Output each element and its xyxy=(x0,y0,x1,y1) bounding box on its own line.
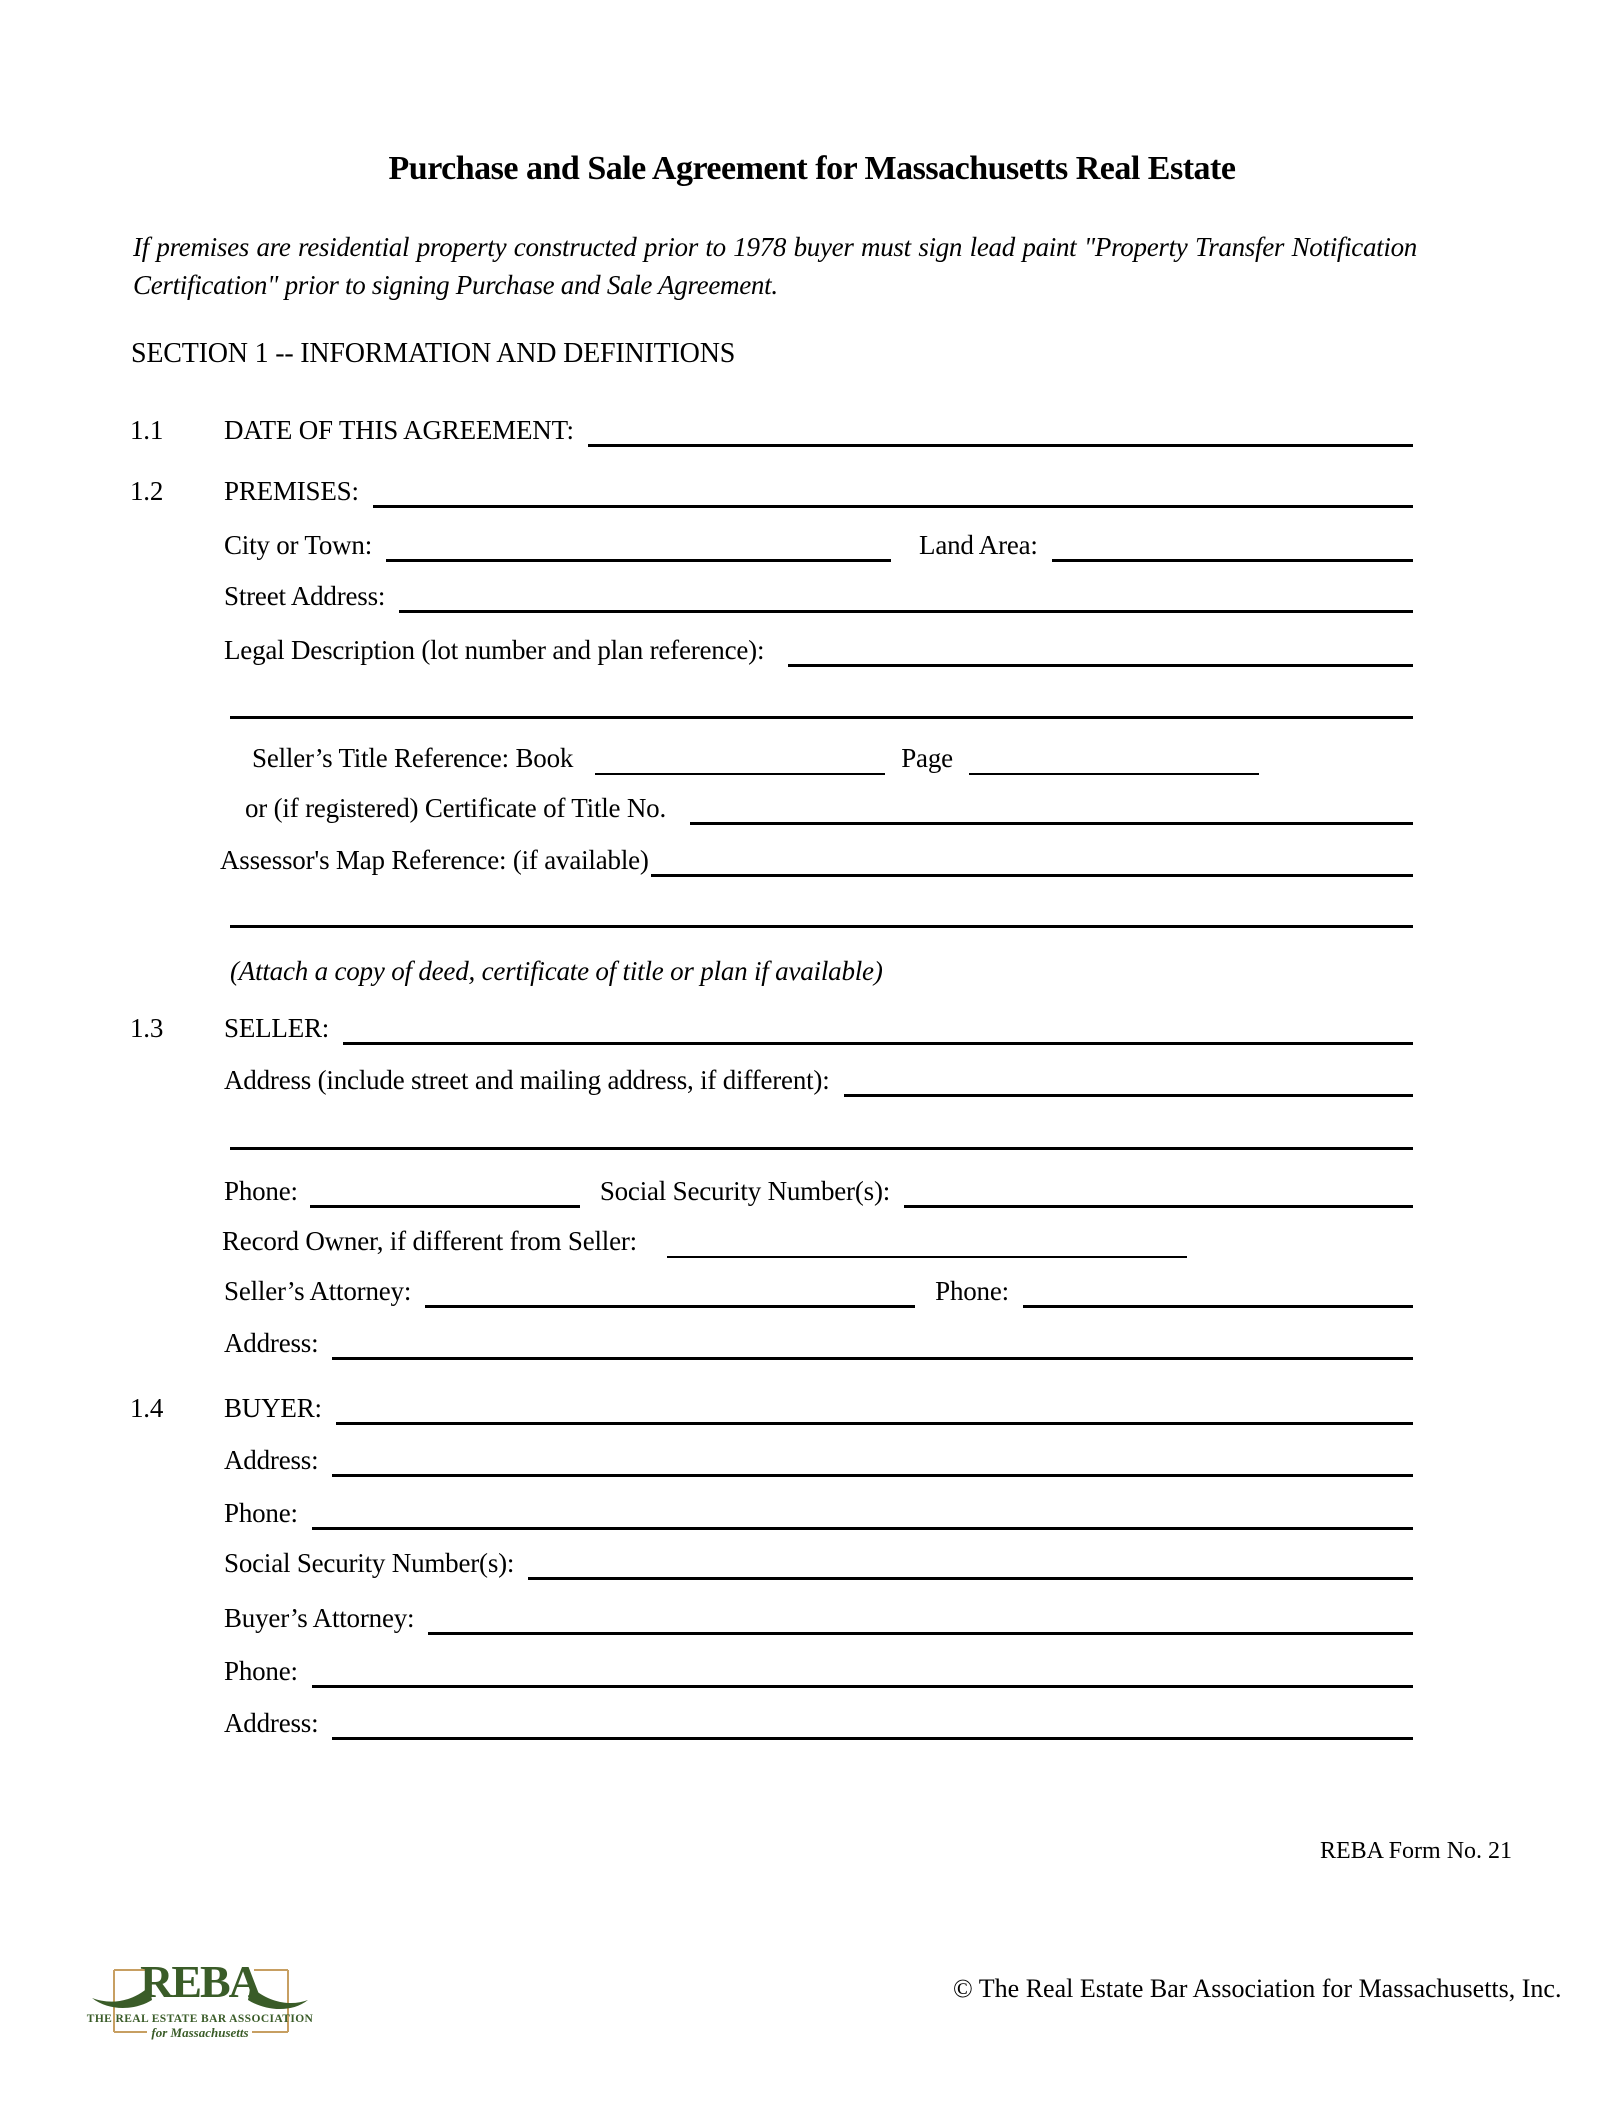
seller-attorney-address-label: Address: xyxy=(224,1328,319,1358)
assessor-input-line-2[interactable] xyxy=(230,925,1413,928)
buyer-input-line[interactable] xyxy=(336,1422,1413,1425)
page-input-line[interactable] xyxy=(969,773,1259,775)
buyer-phone-input-line[interactable] xyxy=(312,1527,1413,1530)
row-buyer-address xyxy=(224,1441,1413,1477)
book-input-line[interactable] xyxy=(595,773,885,775)
city-input-line[interactable] xyxy=(386,559,891,562)
row-buyer-attorney-address xyxy=(224,1704,1413,1740)
legal-description-input-line-2[interactable] xyxy=(230,716,1413,719)
item-number-1-2: 1.2 xyxy=(130,476,164,506)
row-seller-phone-ssn xyxy=(224,1172,1413,1208)
row-assessor xyxy=(220,841,1413,877)
street-address-input-line[interactable] xyxy=(399,610,1413,613)
form-number: REBA Form No. 21 xyxy=(1320,1838,1513,1864)
seller-attorney-address-input-line[interactable] xyxy=(332,1357,1413,1360)
row-seller-attorney-address xyxy=(224,1324,1413,1360)
premises-label: PREMISES: xyxy=(224,476,359,506)
land-area-label: Land Area: xyxy=(919,530,1038,560)
date-input-line[interactable] xyxy=(588,444,1413,447)
item-number-1-4: 1.4 xyxy=(130,1393,164,1423)
premises-input-line[interactable] xyxy=(373,505,1413,508)
row-record-owner xyxy=(222,1222,1413,1258)
seller-attorney-phone-label: Phone: xyxy=(935,1276,1009,1306)
certificate-label: or (if registered) Certificate of Title No. xyxy=(245,793,667,823)
logo-org-line: THE REAL ESTATE BAR ASSOCIATION xyxy=(86,2013,314,2025)
row-buyer-ssn xyxy=(224,1544,1413,1580)
assessor-input-line[interactable] xyxy=(651,874,1413,877)
seller-phone-label: Phone: xyxy=(224,1176,298,1206)
buyer-attorney-phone-input-line[interactable] xyxy=(312,1685,1413,1688)
page-title: Purchase and Sale Agreement for Massachusetts Real Estate xyxy=(388,150,1236,187)
record-owner-input-line[interactable] xyxy=(667,1256,1187,1258)
assessor-label: Assessor's Map Reference: (if available) xyxy=(220,845,649,875)
page-label: Page xyxy=(901,743,953,773)
row-seller-address xyxy=(224,1061,1413,1097)
row-seller-attorney xyxy=(224,1272,1413,1308)
seller-ssn-label: Social Security Number(s): xyxy=(599,1176,891,1206)
buyer-attorney-label: Buyer’s Attorney: xyxy=(224,1603,415,1633)
lead-paint-notice: If premises are residential property constructed prior to 1978 buyer must sign lead paint "Property Transfer Notification Certification" prior to signing Purchase and Sale Agreement. xyxy=(133,232,1417,300)
buyer-attorney-input-line[interactable] xyxy=(428,1632,1413,1635)
buyer-phone-label: Phone: xyxy=(224,1498,298,1528)
attach-note: (Attach a copy of deed, certificate of title or plan if available) xyxy=(230,956,883,986)
city-label: City or Town: xyxy=(224,530,373,560)
row-buyer xyxy=(130,1389,1413,1425)
row-buyer-attorney-phone xyxy=(224,1652,1413,1688)
street-address-label: Street Address: xyxy=(224,581,386,611)
row-street xyxy=(224,577,1413,613)
reba-logo xyxy=(84,1956,316,2056)
land-area-input-line[interactable] xyxy=(1052,559,1413,562)
legal-description-label: Legal Description (lot number and plan reference): xyxy=(224,635,765,665)
buyer-address-input-line[interactable] xyxy=(332,1474,1413,1477)
section-1-heading: SECTION 1 -- INFORMATION AND DEFINITIONS xyxy=(131,338,736,369)
seller-attorney-label: Seller’s Attorney: xyxy=(224,1276,412,1306)
seller-address-label: Address (include street and mailing address, if different): xyxy=(224,1065,830,1095)
row-seller xyxy=(130,1009,1413,1045)
buyer-address-label: Address: xyxy=(224,1445,319,1475)
legal-description-input-line[interactable] xyxy=(788,664,1413,667)
row-buyer-phone xyxy=(224,1494,1413,1530)
buyer-attorney-address-input-line[interactable] xyxy=(332,1737,1413,1740)
logo-tagline: for Massachusetts xyxy=(151,2025,249,2040)
date-label: DATE OF THIS AGREEMENT: xyxy=(224,415,574,445)
buyer-ssn-label: Social Security Number(s): xyxy=(224,1548,515,1578)
seller-attorney-phone-input-line[interactable] xyxy=(1023,1305,1413,1308)
row-title-reference xyxy=(252,739,1295,775)
buyer-attorney-address-label: Address: xyxy=(224,1708,319,1738)
seller-attorney-input-line[interactable] xyxy=(425,1305,915,1308)
row-premises xyxy=(130,472,1413,508)
logo-acronym: REBA xyxy=(140,1956,260,2007)
certificate-input-line[interactable] xyxy=(690,822,1413,825)
seller-address-input-line[interactable] xyxy=(844,1094,1413,1097)
seller-ssn-input-line[interactable] xyxy=(904,1205,1413,1208)
copyright-line: © The Real Estate Bar Association for Massachusetts, Inc. xyxy=(953,1974,1562,2003)
buyer-label: BUYER: xyxy=(224,1393,322,1423)
row-city-land xyxy=(224,526,1413,562)
row-date xyxy=(130,411,1413,447)
row-legal-description xyxy=(224,631,1413,667)
buyer-ssn-input-line[interactable] xyxy=(528,1577,1413,1580)
seller-input-line[interactable] xyxy=(343,1042,1413,1045)
item-number-1-3: 1.3 xyxy=(130,1013,164,1043)
seller-label: SELLER: xyxy=(224,1013,330,1043)
title-reference-label: Seller’s Title Reference: Book xyxy=(252,743,574,773)
record-owner-label: Record Owner, if different from Seller: xyxy=(222,1226,637,1256)
row-certificate xyxy=(245,789,1413,825)
seller-phone-input-line[interactable] xyxy=(310,1205,580,1208)
row-buyer-attorney xyxy=(224,1599,1413,1635)
item-number-1-1: 1.1 xyxy=(130,415,164,445)
seller-address-input-line-2[interactable] xyxy=(230,1147,1413,1150)
buyer-attorney-phone-label: Phone: xyxy=(224,1656,298,1686)
